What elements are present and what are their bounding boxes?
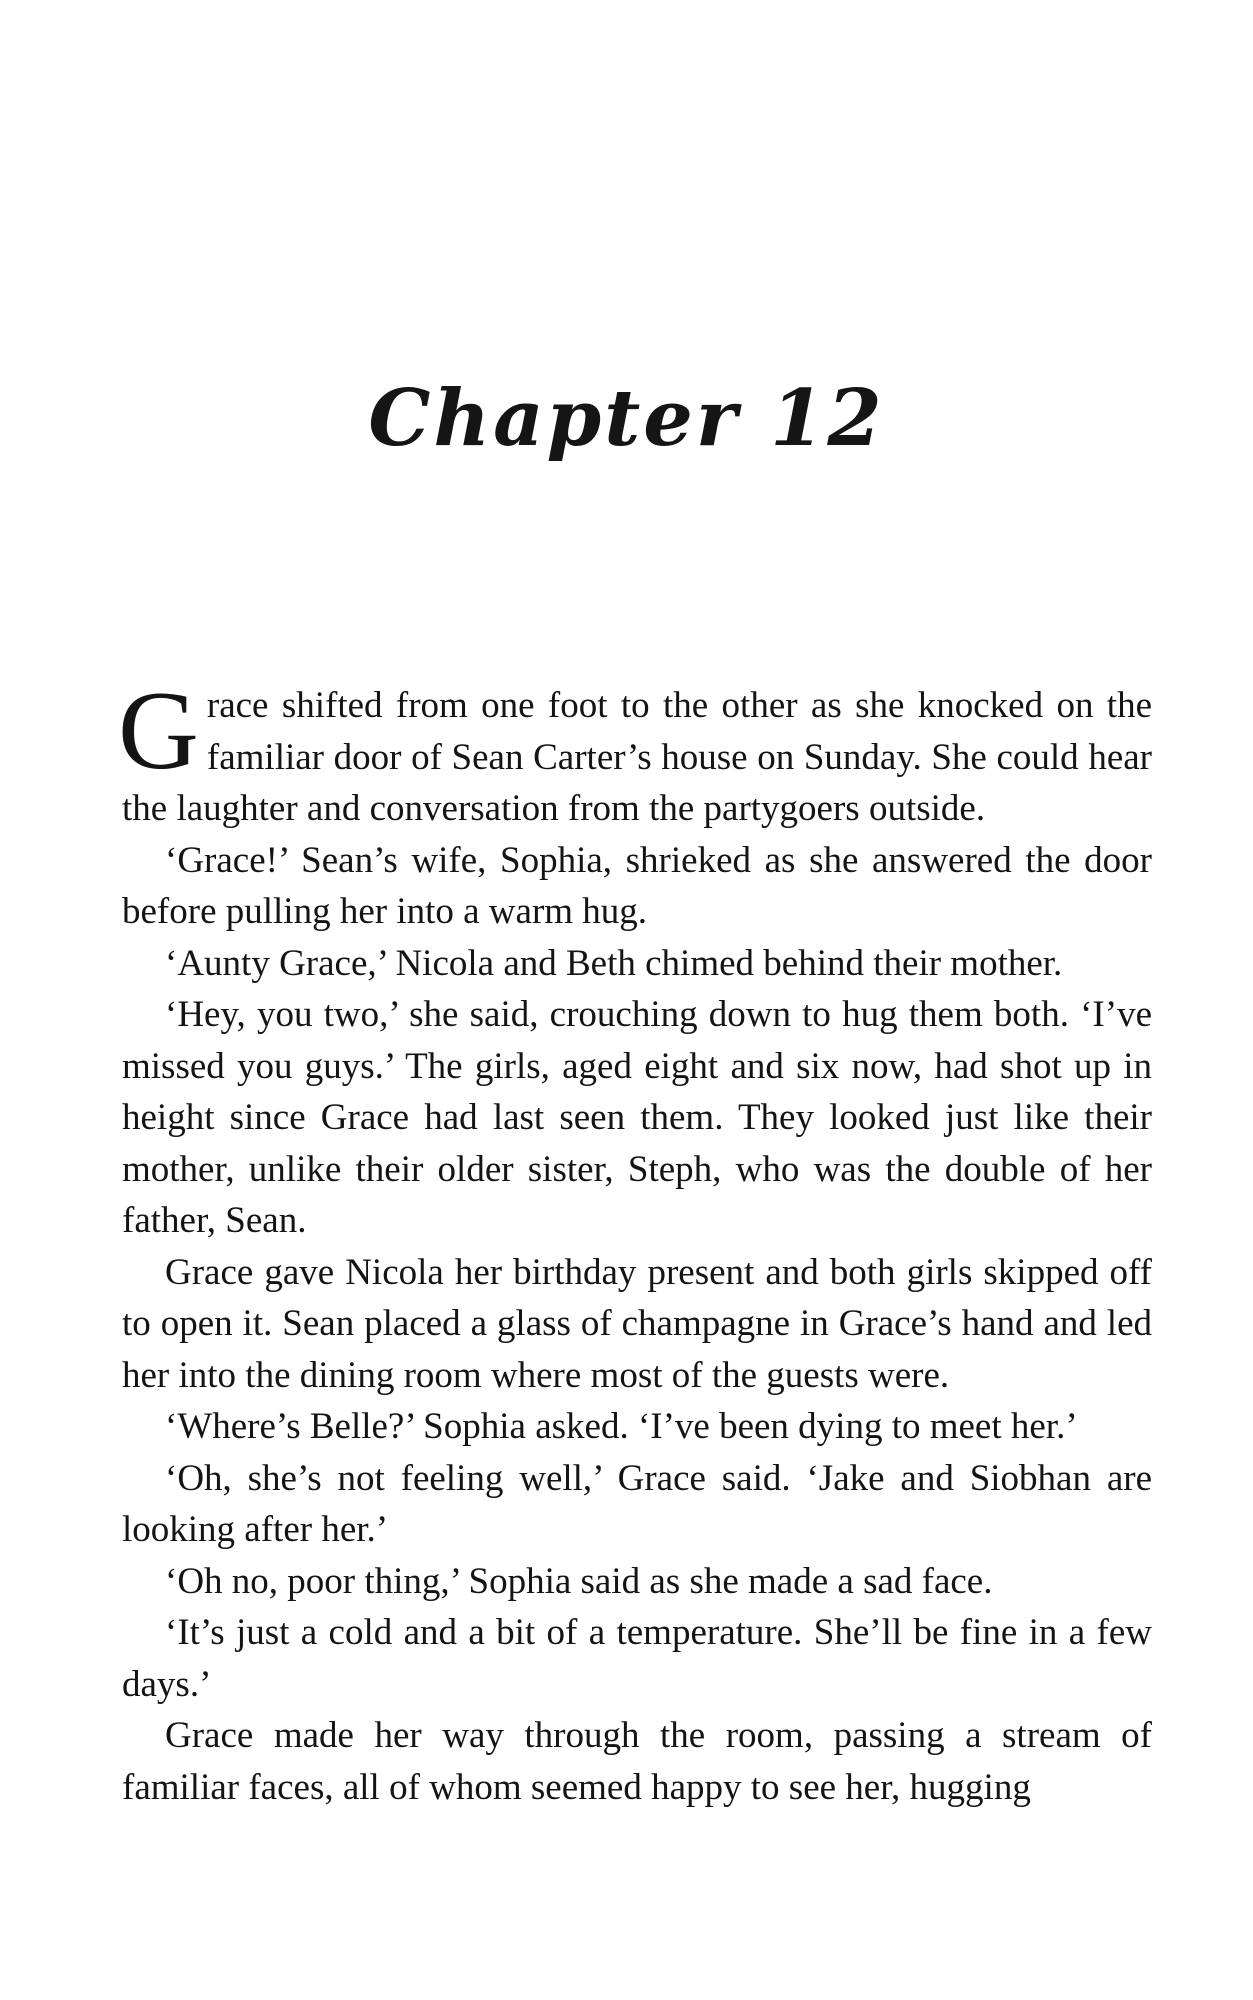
paragraph-opening: [118, 669, 1152, 835]
paragraph-opening-text: race shifted from one foot to the other as she knocked on the familiar door of Sean Carter’s house on Sunday. She could hear the laughter and conversation from the partygoers outside.: [122, 685, 1152, 829]
chapter-body: [118, 669, 1152, 1813]
paragraph: ‘Where’s Belle?’ Sophia asked. ‘I’ve been dying to meet her.’: [165, 1406, 1078, 1447]
paragraph: ‘Hey, you two,’ she said, crouching down to hug them both. ‘I’ve missed you guys.’ The girls, aged eight and six now, had shot up in height since Grace had last seen them. They looked just like their mother, unlike their older sister, Steph, who was the double of her father, Sean.: [122, 994, 1152, 1241]
paragraph: ‘Oh no, poor thing,’ Sophia said as she made a sad face.: [165, 1560, 993, 1602]
chapter-title: Chapter 12: [368, 373, 885, 465]
paragraph: ‘It’s just a cold and a bit of a temperature. She’ll be fine in a few days.’: [122, 1612, 1152, 1705]
paragraph: Grace gave Nicola her birthday present and both girls skipped off to open it. Sean placed a glass of champagne in Grace’s hand and led her into the dining room where most of the guests were.: [122, 1251, 1152, 1396]
paragraph: ‘Aunty Grace,’ Nicola and Beth chimed behind their mother.: [165, 942, 1063, 984]
paragraph: ‘Oh, she’s not feeling well,’ Grace said. ‘Jake and Siobhan are looking after her.’: [122, 1457, 1152, 1550]
drop-cap: G: [118, 669, 199, 793]
paragraph: Grace made her way through the room, passing a stream of familiar faces, all of whom seemed happy to see her, hugging: [122, 1715, 1152, 1808]
paragraph: ‘Grace!’ Sean’s wife, Sophia, shrieked as she answered the door before pulling her into a warm hug.: [122, 839, 1152, 932]
